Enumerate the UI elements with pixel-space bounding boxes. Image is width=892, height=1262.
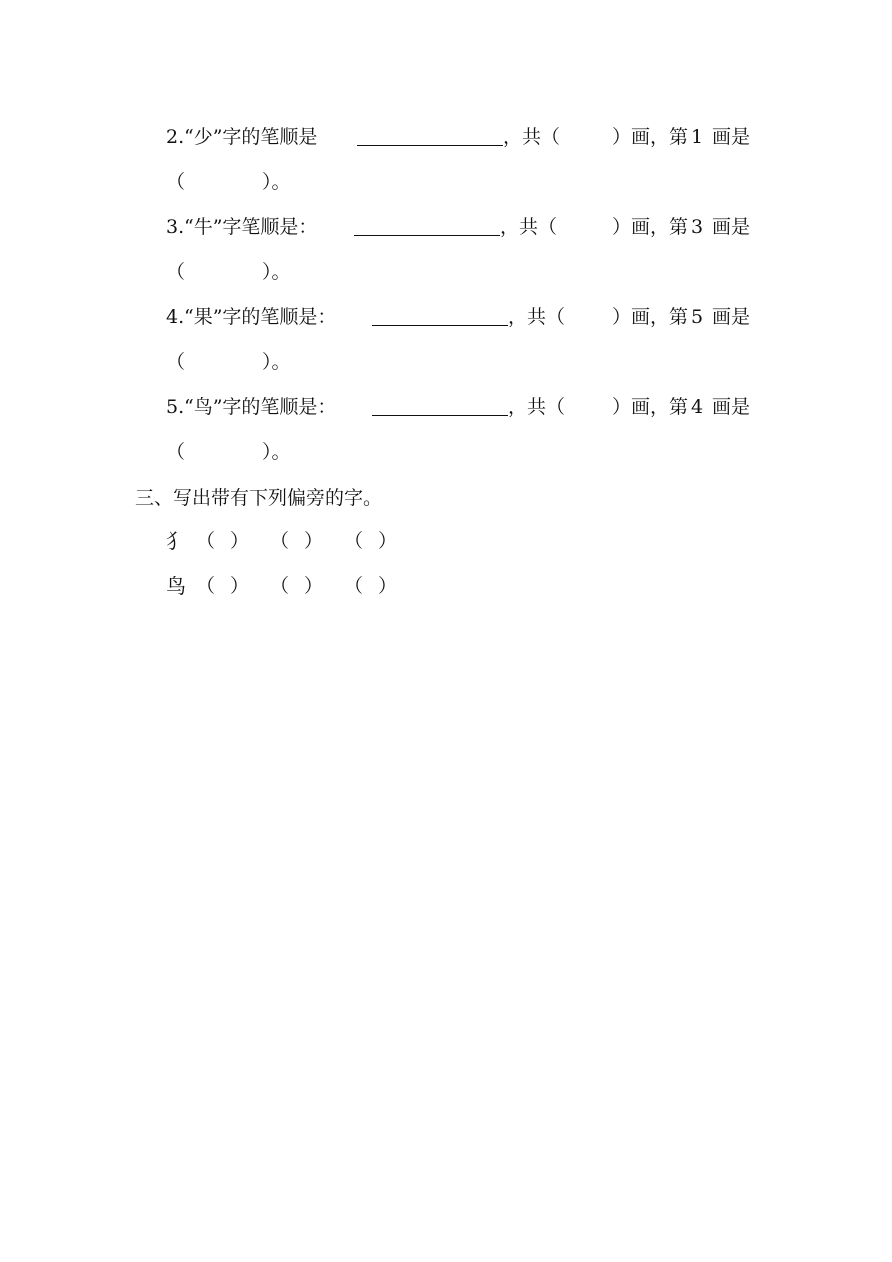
answer-slot-1-open: （ xyxy=(196,530,216,552)
answer-close-paren: ）。 xyxy=(262,171,291,193)
answer-blank[interactable] xyxy=(372,415,508,416)
question-number: 4. xyxy=(166,306,185,328)
answer-blank[interactable] xyxy=(357,145,503,146)
answer-slot-3-open: （ xyxy=(344,530,364,552)
total-strokes-close: ）画，第 xyxy=(612,216,689,238)
answer-slot-1-open: （ xyxy=(196,575,216,597)
stroke-number: 4 xyxy=(691,396,704,418)
radical: 犭 xyxy=(166,529,186,553)
answer-slot-3-open: （ xyxy=(344,575,364,597)
answer-open-paren: （ xyxy=(166,351,186,373)
stroke-number: 3 xyxy=(691,216,704,238)
answer-slot-3-close: ） xyxy=(378,575,398,597)
radical: 鸟 xyxy=(166,574,186,598)
answer-slot-1-close: ） xyxy=(230,575,250,597)
answer-close-paren: ）。 xyxy=(262,441,291,463)
question-tail: 画是 xyxy=(712,126,751,148)
answer-slot-2-open: （ xyxy=(270,530,290,552)
question-number: 2. xyxy=(166,126,185,148)
stroke-number: 5 xyxy=(691,306,704,328)
question-tail: 画是 xyxy=(712,216,751,238)
stroke-number: 1 xyxy=(691,126,704,148)
answer-open-paren: （ xyxy=(166,441,186,463)
section-heading: 三、写出带有下列偏旁的字。 xyxy=(135,487,383,509)
question-number: 5. xyxy=(166,396,185,418)
question-prefix: “果”字的笔顺是： xyxy=(184,306,337,328)
answer-slot-2-close: ） xyxy=(304,530,324,552)
question-prefix: “少”字的笔顺是 xyxy=(184,126,318,148)
question-prefix: “鸟”字的笔顺是： xyxy=(184,396,337,418)
answer-slot-2-close: ） xyxy=(304,575,324,597)
question-tail: 画是 xyxy=(712,306,751,328)
answer-slot-2-open: （ xyxy=(270,575,290,597)
answer-open-paren: （ xyxy=(166,261,186,283)
answer-blank[interactable] xyxy=(354,235,500,236)
total-strokes-open: ，共（ xyxy=(503,126,561,148)
question-prefix: “牛”字笔顺是： xyxy=(184,216,318,238)
total-strokes-close: ）画，第 xyxy=(612,306,689,328)
total-strokes-open: ，共（ xyxy=(508,306,566,328)
answer-open-paren: （ xyxy=(166,171,186,193)
answer-close-paren: ）。 xyxy=(262,351,291,373)
total-strokes-open: ，共（ xyxy=(500,216,558,238)
answer-slot-3-close: ） xyxy=(378,530,398,552)
answer-slot-1-close: ） xyxy=(230,530,250,552)
answer-blank[interactable] xyxy=(372,325,508,326)
total-strokes-close: ）画，第 xyxy=(612,396,689,418)
total-strokes-open: ，共（ xyxy=(508,396,566,418)
total-strokes-close: ）画，第 xyxy=(612,126,689,148)
answer-close-paren: ）。 xyxy=(262,261,291,283)
question-number: 3. xyxy=(166,216,185,238)
question-tail: 画是 xyxy=(712,396,751,418)
